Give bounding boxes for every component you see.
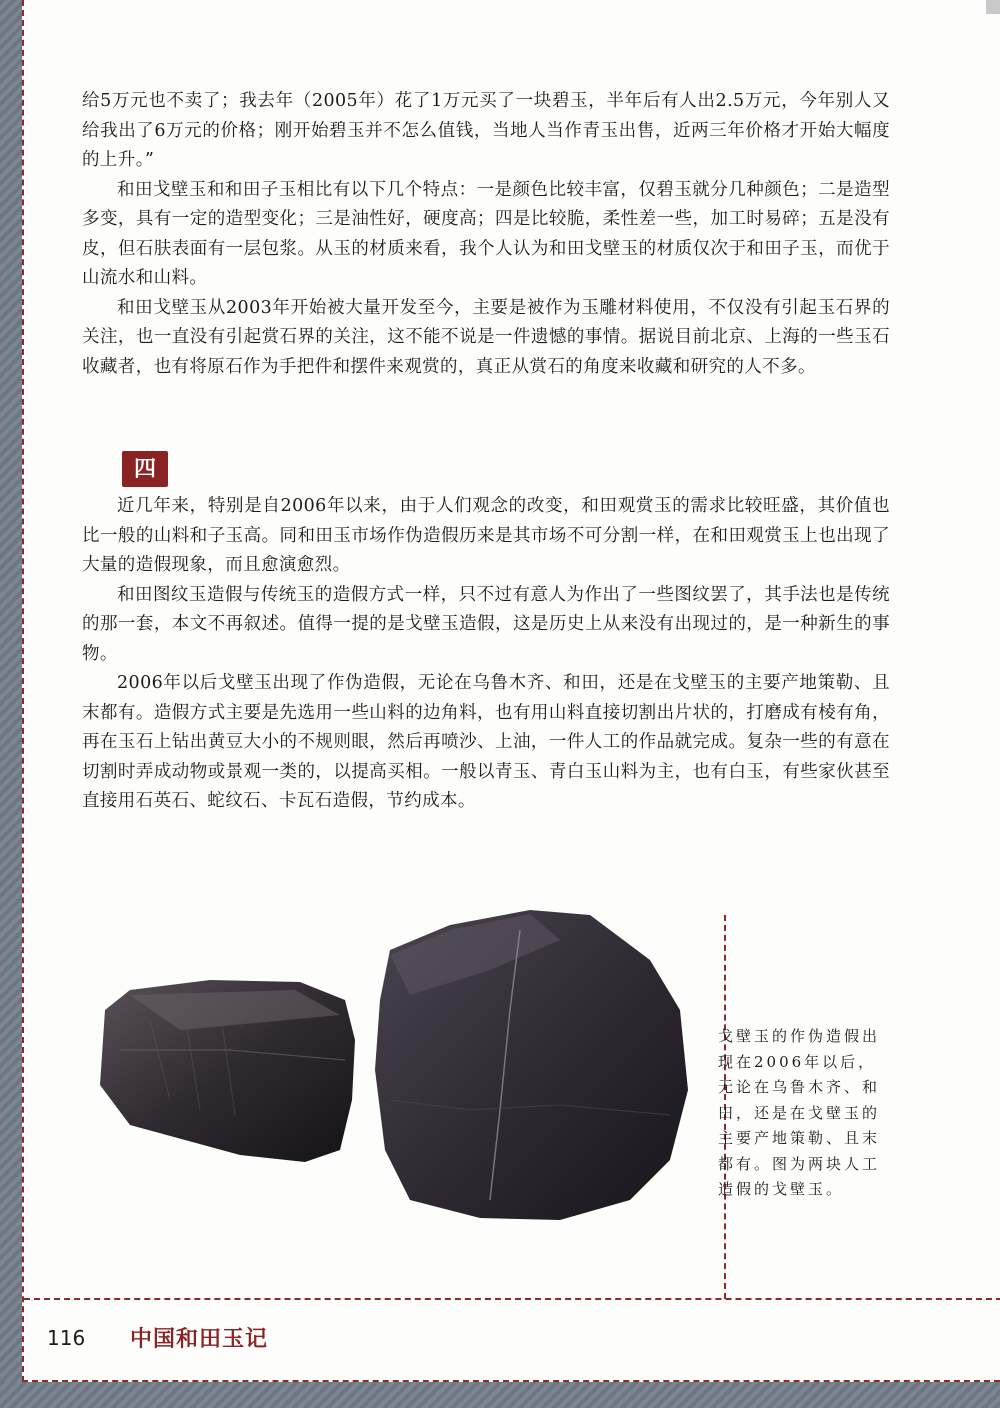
photo-caption: 戈壁玉的作伪造假出现在2006年以后，无论在乌鲁木齐、和田，还是在戈壁玉的主要产地策勒、且末都有。图为两块人工造假的戈壁玉。: [718, 1027, 881, 1198]
paragraph: 近几年来，特别是自2006年以来，由于人们观念的改变，和田观赏玉的需求比较旺盛，其价值也比一般的山料和子玉高。同和田玉市场作伪造假历来是其市场不可分割一样，在和田观赏玉上也出现了大量的造假现象，而且愈演愈烈。: [82, 496, 890, 575]
paragraph: 2006年以后戈壁玉出现了作伪造假，无论在乌鲁木齐、和田，还是在戈壁玉的主要产地策勒、且末都有。造假方式主要是先选用一些山料的边角料，也有用山料直接切割出片状的，打磨成有棱有角，再在玉石上钻出黄豆大小的不规则眼，然后再喷沙、上油，一件人工的作品就完成。复杂一些的有意在切割时弄成动物或景观一类的，以提高买相。一般以青玉、青白玉山料为主，也有白玉，有些家伙甚至直接用石英石、蛇纹石、卡瓦石造假，节约成本。: [82, 673, 890, 811]
rock-right: [375, 910, 688, 1220]
body-text-bottom: [82, 492, 890, 817]
gobi-jade-photo: [90, 900, 700, 1280]
book-title: 中国和田玉记: [130, 1326, 269, 1352]
page-corner: [986, 0, 1000, 14]
paragraph: 和田图纹玉造假与传统玉的造假方式一样，只不过有意人为作出了一些图纹罢了，其手法也是传统的那一套，本文不再叙述。值得一提的是戈壁玉造假，这是历史上从来没有出现过的，是一种新生的事物。: [82, 584, 890, 664]
body-text-top: [82, 87, 890, 382]
page-number: 116: [47, 1326, 86, 1350]
paragraph: 和田戈壁玉从2003年开始被大量开发至今，主要是被作为玉雕材料使用，不仅没有引起玉石界的关注，也一直没有引起赏石界的关注，这不能不说是一件遗憾的事情。据说目前北京、上海的一些玉石收藏者，也有将原石作为手把件和摆件来观赏的，真正从赏石的角度来收藏和研究的人不多。: [82, 297, 890, 377]
paragraph: 和田戈壁玉和和田子玉相比有以下几个特点：一是颜色比较丰富，仅碧玉就分几种颜色；二是造型多变，具有一定的造型变化；三是油性好，硬度高；四是比较脆，柔性差一些，加工时易碎；五是没有皮，但石肤表面有一层包浆。从玉的材质来看，我个人认为和田戈壁玉的材质仅次于和田子玉，而优于山流水和山料。: [82, 179, 890, 288]
footer-divider: [24, 1298, 1000, 1300]
page-bottom-frame: [0, 1382, 1000, 1408]
page-left-frame: [0, 0, 22, 1408]
section-number-badge: 四: [122, 451, 168, 487]
paragraph: 给5万元也不卖了；我去年（2005年）花了1万元买了一块碧玉，半年后有人出2.5万元，今年别人又给我出了6万元的价格；刚开始碧玉并不怎么值钱，当地人当作青玉出售，近两三年价格才开始大幅度的上升。”: [82, 91, 890, 170]
rock-left: [100, 980, 355, 1162]
